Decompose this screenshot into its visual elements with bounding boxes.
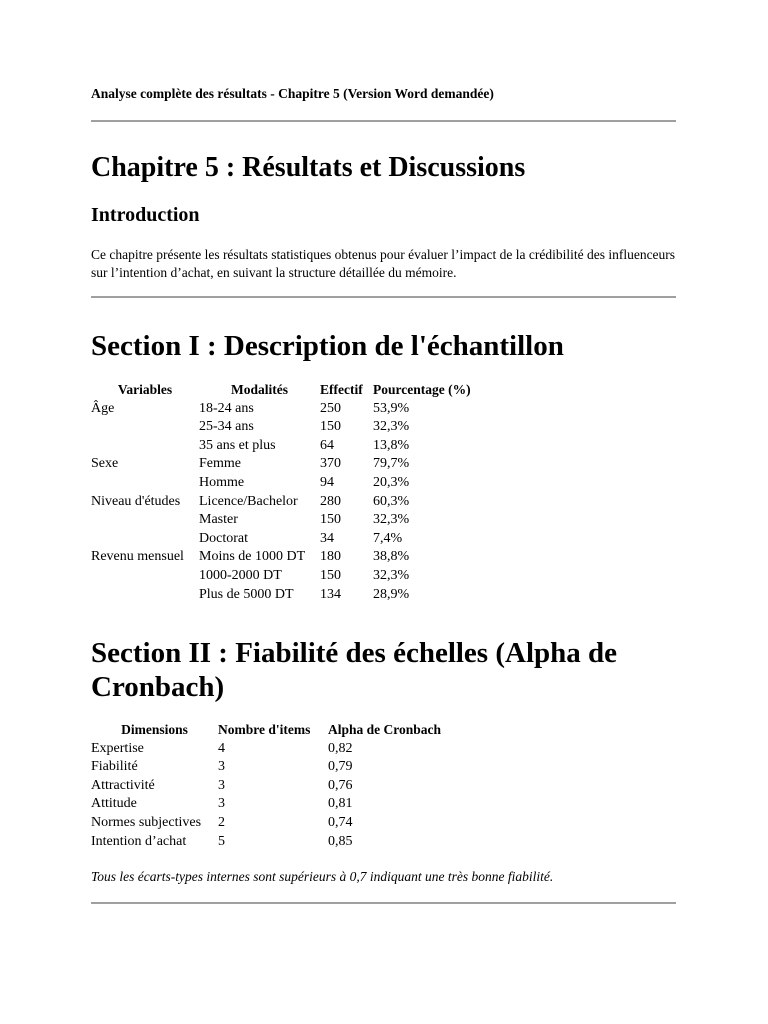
table-cell <box>91 530 199 549</box>
column-header: Variables <box>117 382 173 397</box>
table-cell: 3 <box>218 759 225 775</box>
column-header: Alpha de Cronbach <box>328 722 442 737</box>
table-header-row <box>91 721 468 740</box>
table-cell: Femme <box>199 456 241 472</box>
table-row <box>91 795 468 814</box>
reliability-note: Tous les écarts-types internes sont supérieurs à 0,7 indiquant une très bonne fiabilité. <box>91 869 554 884</box>
column-header: Pourcentage (%) <box>373 382 471 397</box>
column-header: Effectif <box>320 382 363 397</box>
table-cell: Revenu mensuel <box>91 549 184 565</box>
table-cell: 20,3% <box>373 474 410 490</box>
table-cell: Âge <box>91 400 115 416</box>
table-cell: Expertise <box>91 740 144 756</box>
table-cell: 370 <box>320 456 341 472</box>
table-cell <box>91 437 199 456</box>
table-cell: Master <box>199 512 238 528</box>
table-row <box>91 740 468 759</box>
table-row <box>91 530 513 549</box>
table-cell <box>91 586 199 605</box>
table-cell: 18-24 ans <box>199 400 254 416</box>
table-row <box>91 548 513 567</box>
horizontal-rule <box>91 120 676 122</box>
section2-title: Section II : Fiabilité des échelles (Alpha de Cronbach) <box>91 637 618 703</box>
table-cell: 13,8% <box>373 437 410 453</box>
table-row <box>91 758 468 777</box>
table-cell: 64 <box>320 437 334 453</box>
intro-heading: Introduction <box>91 204 200 226</box>
table-cell: Homme <box>199 474 245 490</box>
table-cell: 3 <box>218 777 225 793</box>
reliability-table <box>91 721 468 851</box>
table-cell: 5 <box>218 833 225 849</box>
table-cell: 3 <box>218 796 225 812</box>
table-cell: 94 <box>320 474 334 490</box>
table-cell: 150 <box>320 567 341 583</box>
table-row <box>91 400 513 419</box>
table-cell: Plus de 5000 DT <box>199 586 294 602</box>
table-cell: Licence/Bachelor <box>199 493 298 509</box>
table-cell: Niveau d'études <box>91 493 181 509</box>
table-cell: 250 <box>320 400 341 416</box>
table-cell: 35 ans et plus <box>199 437 276 453</box>
table-cell: 280 <box>320 493 341 509</box>
table-cell: 32,3% <box>373 419 410 435</box>
table-cell: 134 <box>320 586 341 602</box>
column-header: Nombre d'items <box>218 722 311 737</box>
table-row <box>91 814 468 833</box>
table-cell: 150 <box>320 512 341 528</box>
table-cell <box>91 567 199 586</box>
table-cell: 7,4% <box>373 530 403 546</box>
table-cell: 2 <box>218 814 225 830</box>
table-cell: 4 <box>218 740 225 756</box>
table-row <box>91 511 513 530</box>
table-cell: 0,74 <box>328 814 353 830</box>
table-cell: 180 <box>320 549 341 565</box>
table-cell: 0,79 <box>328 759 353 775</box>
table-row <box>91 493 513 512</box>
table-cell: 32,3% <box>373 512 410 528</box>
table-cell: 79,7% <box>373 456 410 472</box>
table-cell <box>91 474 199 493</box>
table-cell: Doctorat <box>199 530 248 546</box>
table-cell: 53,9% <box>373 400 410 416</box>
table-row <box>91 474 513 493</box>
table-row <box>91 586 513 605</box>
table-row <box>91 833 468 852</box>
table-cell <box>91 418 199 437</box>
table-cell: 60,3% <box>373 493 410 509</box>
table-cell: 38,8% <box>373 549 410 565</box>
table-cell: Attitude <box>91 796 137 812</box>
table-cell: Sexe <box>91 456 119 472</box>
table-row <box>91 455 513 474</box>
table-cell: Attractivité <box>91 777 155 793</box>
table-cell: 0,82 <box>328 740 353 756</box>
table-header-row <box>91 381 513 400</box>
column-header: Modalités <box>231 382 288 397</box>
chapter-title: Chapitre 5 : Résultats et Discussions <box>91 152 526 183</box>
table-cell: 0,85 <box>328 833 353 849</box>
table-cell: 25-34 ans <box>199 419 254 435</box>
table-cell <box>91 511 199 530</box>
table-row <box>91 437 513 456</box>
section1-title: Section I : Description de l'échantillon <box>91 330 564 362</box>
table-cell: Fiabilité <box>91 759 138 775</box>
table-cell: 34 <box>320 530 334 546</box>
table-cell: 28,9% <box>373 586 410 602</box>
document-header: Analyse complète des résultats - Chapitre 5 (Version Word demandée) <box>91 86 494 101</box>
table-cell: Moins de 1000 DT <box>199 549 306 565</box>
horizontal-rule <box>91 296 676 298</box>
table-row <box>91 777 468 796</box>
table-cell: 0,76 <box>328 777 353 793</box>
table-cell: Normes subjectives <box>91 814 202 830</box>
table-cell: 0,81 <box>328 796 353 812</box>
intro-paragraph: Ce chapitre présente les résultats statistiques obtenus pour évaluer l’impact de la crédibilité des influenceurs sur l’intention d’achat, en suivant la structure détaillée du mémoire. <box>91 247 676 280</box>
table-row <box>91 418 513 437</box>
table-cell: 150 <box>320 419 341 435</box>
table-row <box>91 567 513 586</box>
table-cell: 1000-2000 DT <box>199 567 282 583</box>
column-header: Dimensions <box>121 722 188 737</box>
table-cell: 32,3% <box>373 567 410 583</box>
table-cell: Intention d’achat <box>91 833 187 849</box>
sample-description-table <box>91 381 513 604</box>
horizontal-rule <box>91 902 676 904</box>
